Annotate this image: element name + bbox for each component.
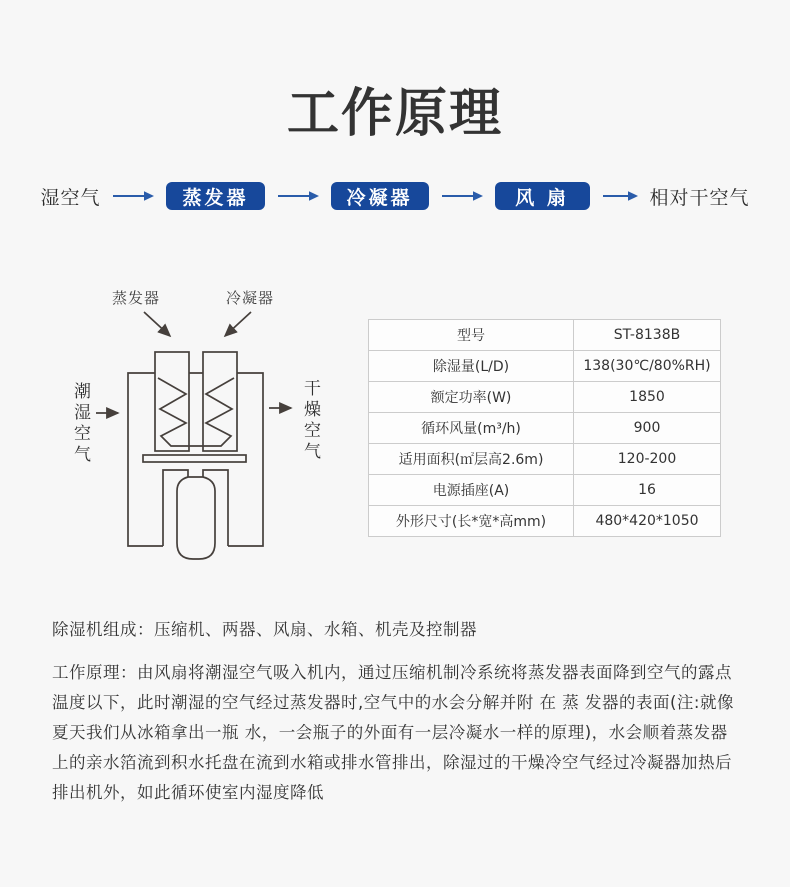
table-row (369, 444, 721, 475)
spec-label-cell: 电源插座(A) (369, 475, 574, 506)
process-flow-row (0, 182, 790, 210)
table-row (369, 351, 721, 382)
table-row (369, 475, 721, 506)
flow-output-label: 相对干空气 (649, 186, 750, 209)
dry-air-outlet-label: 干燥空气 (300, 379, 320, 464)
spec-value-cell: 16 (574, 475, 721, 506)
spec-label-cell: 适用面积(㎡层高2.6m) (369, 444, 574, 475)
composition-text: 除湿机组成：压缩机、两器、风扇、水箱、机壳及控制器 (52, 620, 477, 640)
spec-value-cell: 120-200 (574, 444, 721, 475)
spec-label-cell: 除湿量(L/D) (369, 351, 574, 382)
spec-value-cell: ST-8138B (574, 320, 721, 351)
right-arrow-icon (602, 190, 638, 202)
right-arrow-icon (277, 190, 319, 202)
right-arrow-icon (112, 190, 154, 202)
spec-value-cell: 138(30℃/80%RH) (574, 351, 721, 382)
flow-step-condenser: 冷凝器 (331, 182, 429, 210)
table-row (369, 506, 721, 537)
page-title: 工作原理 (286, 84, 503, 144)
description-section (0, 591, 790, 808)
flow-input-label: 湿空气 (40, 186, 101, 209)
evaporator-label: 蒸发器 (112, 289, 161, 308)
humid-air-inlet-label: 潮湿空气 (70, 382, 90, 467)
table-row (369, 382, 721, 413)
principle-paragraph: 工作原理：由风扇将潮湿空气吸入机内，通过压缩机制冷系统将蒸发器表面降到空气的露点温度以下，此时潮湿的空气经过蒸发器时,空气中的水会分解并附 在 蒸 发器的表面(注:就像夏天我们从冰箱拿出一瓶 水，一会瓶子的外面有一层冷凝水一样的原理)，水会顺着蒸发器上的亲水箔流到积水托盘在流到水箱或排水管排出，除湿过的干燥冷空气经过冷凝器加热后排出机外，如此循环使室内湿度降低 (52, 663, 734, 803)
flow-step-evaporator: 蒸发器 (166, 182, 264, 210)
spec-value-cell: 900 (574, 413, 721, 444)
spec-table (368, 319, 721, 537)
condenser-label: 冷凝器 (226, 289, 275, 308)
table-row (369, 320, 721, 351)
spec-table-body (369, 320, 721, 537)
spec-value-cell: 1850 (574, 382, 721, 413)
spec-label-cell: 型号 (369, 320, 574, 351)
middle-section (0, 281, 790, 591)
flow-step-fan: 风 扇 (495, 182, 590, 210)
spec-label-cell: 循环风量(m³/h) (369, 413, 574, 444)
spec-value-cell: 480*420*1050 (574, 506, 721, 537)
spec-label-cell: 额定功率(W) (369, 382, 574, 413)
machine-schematic (40, 281, 340, 591)
table-row (369, 413, 721, 444)
right-arrow-icon (441, 190, 483, 202)
spec-label-cell: 外形尺寸(长*宽*高mm) (369, 506, 574, 537)
